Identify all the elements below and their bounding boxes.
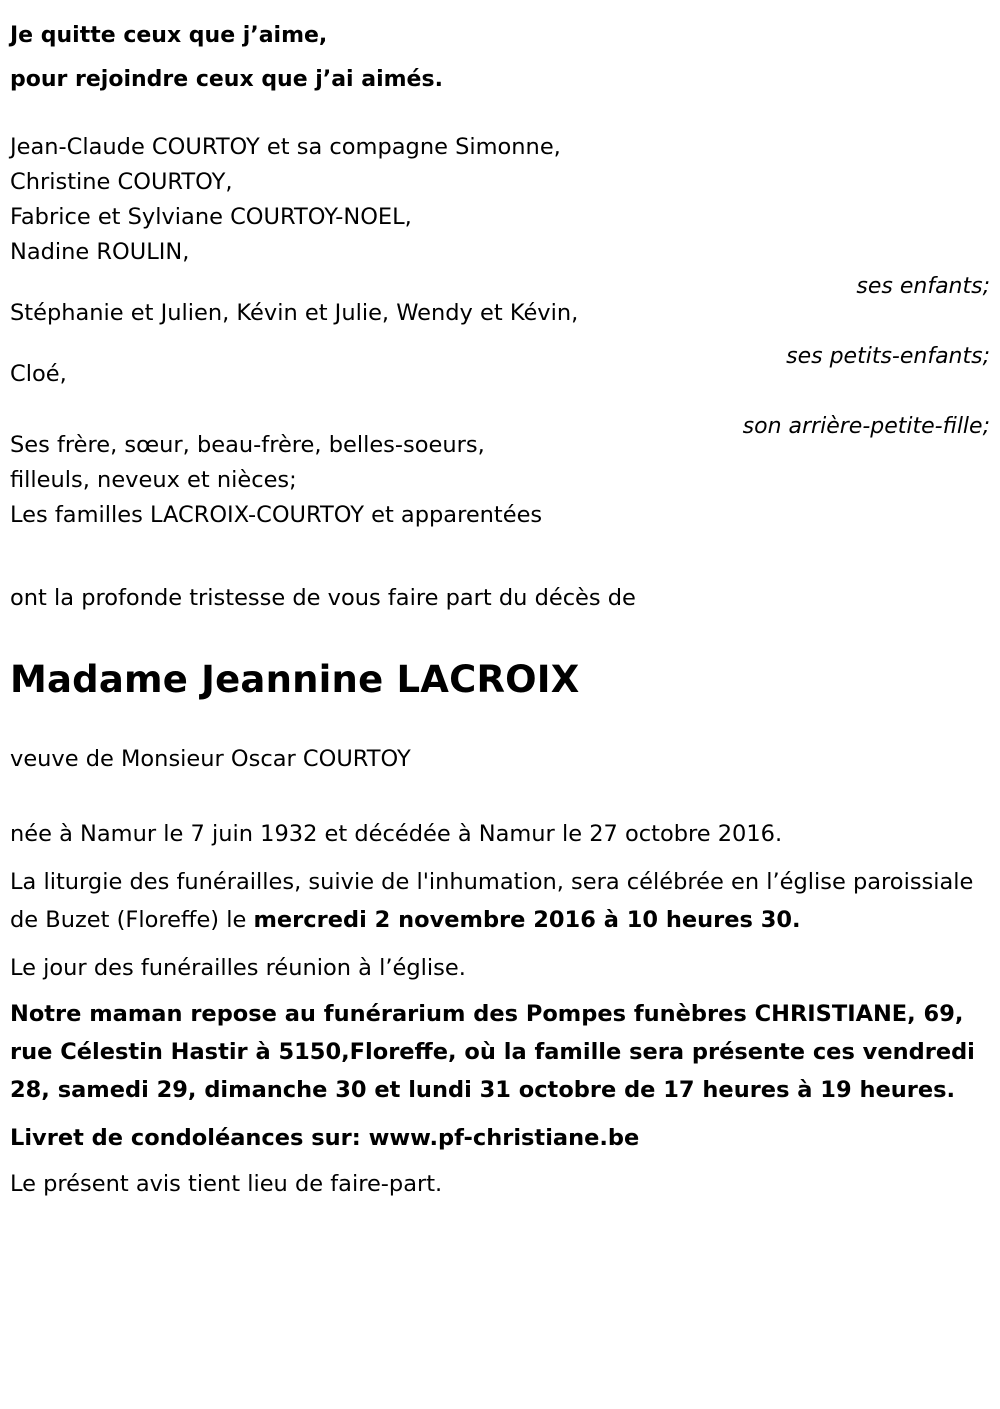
service-datetime: mercredi 2 novembre 2016 à 10 heures 30.	[253, 907, 801, 933]
extended-family-line: Ses frère, sœur, beau-frère, belles-soeurs,	[10, 432, 485, 458]
child-name: Nadine ROULIN,	[10, 239, 190, 265]
closing-text: Le présent avis tient lieu de faire-part.	[10, 1171, 443, 1197]
service-paragraph	[10, 863, 990, 939]
condolences-text: Livret de condoléances sur: www.pf-christiane.be	[10, 1125, 640, 1151]
details-section	[10, 815, 990, 1203]
announcement	[10, 581, 990, 616]
funerarium-text: Notre maman repose au funérarium des Pompes funèbres CHRISTIANE, 69, rue Célestin Hastir à 5150,Floreffe, où la famille sera présente ces vendredi 28, samedi 29, dimanche 30 et lundi 31 octobre de 17 heures à 19 heures.	[10, 1001, 975, 1103]
death-notice-page	[0, 14, 1000, 1409]
extended-family-line: filleuls, neveux et nièces;	[10, 467, 297, 493]
epigraph	[10, 14, 990, 102]
epigraph-line-1: Je quitte ceux que j’aime,	[10, 23, 328, 48]
epigraph-line-2: pour rejoindre ceux que j’ai aimés.	[10, 67, 443, 92]
extended-family-line: Les familles LACROIX-COURTOY et apparentées	[10, 502, 543, 528]
birth-death-text: née à Namur le 7 juin 1932 et décédée à Namur le 27 octobre 2016.	[10, 821, 783, 847]
reunion-text: Le jour des funérailles réunion à l’église.	[10, 955, 466, 981]
relation-label-grandchildren: ses petits-enfants;	[786, 344, 990, 369]
announcement-text: ont la profonde tristesse de vous faire part du décès de	[10, 585, 636, 611]
great-grandchild-name: Cloé,	[10, 361, 67, 387]
family-section	[10, 130, 990, 439]
deceased-name: Madame Jeannine LACROIX	[10, 658, 580, 701]
child-name: Jean-Claude COURTOY et sa compagne Simonne,	[10, 134, 561, 160]
relation-label-children: ses enfants;	[856, 274, 990, 299]
child-name: Fabrice et Sylviane COURTOY-NOEL,	[10, 204, 412, 230]
children-names	[10, 130, 990, 270]
grandchild-name: Stéphanie et Julien, Kévin et Julie, Wendy et Kévin,	[10, 300, 579, 326]
widow-of-text: veuve de Monsieur Oscar COURTOY	[10, 746, 411, 772]
service-prefix: La liturgie des funérailles, suivie de l'inhumation, sera célébrée en l’église paroissiale de Buzet (Floreffe) le	[10, 869, 974, 933]
relation-label-great-grandchild: son arrière-petite-fille;	[742, 414, 990, 439]
child-name: Christine COURTOY,	[10, 169, 233, 195]
